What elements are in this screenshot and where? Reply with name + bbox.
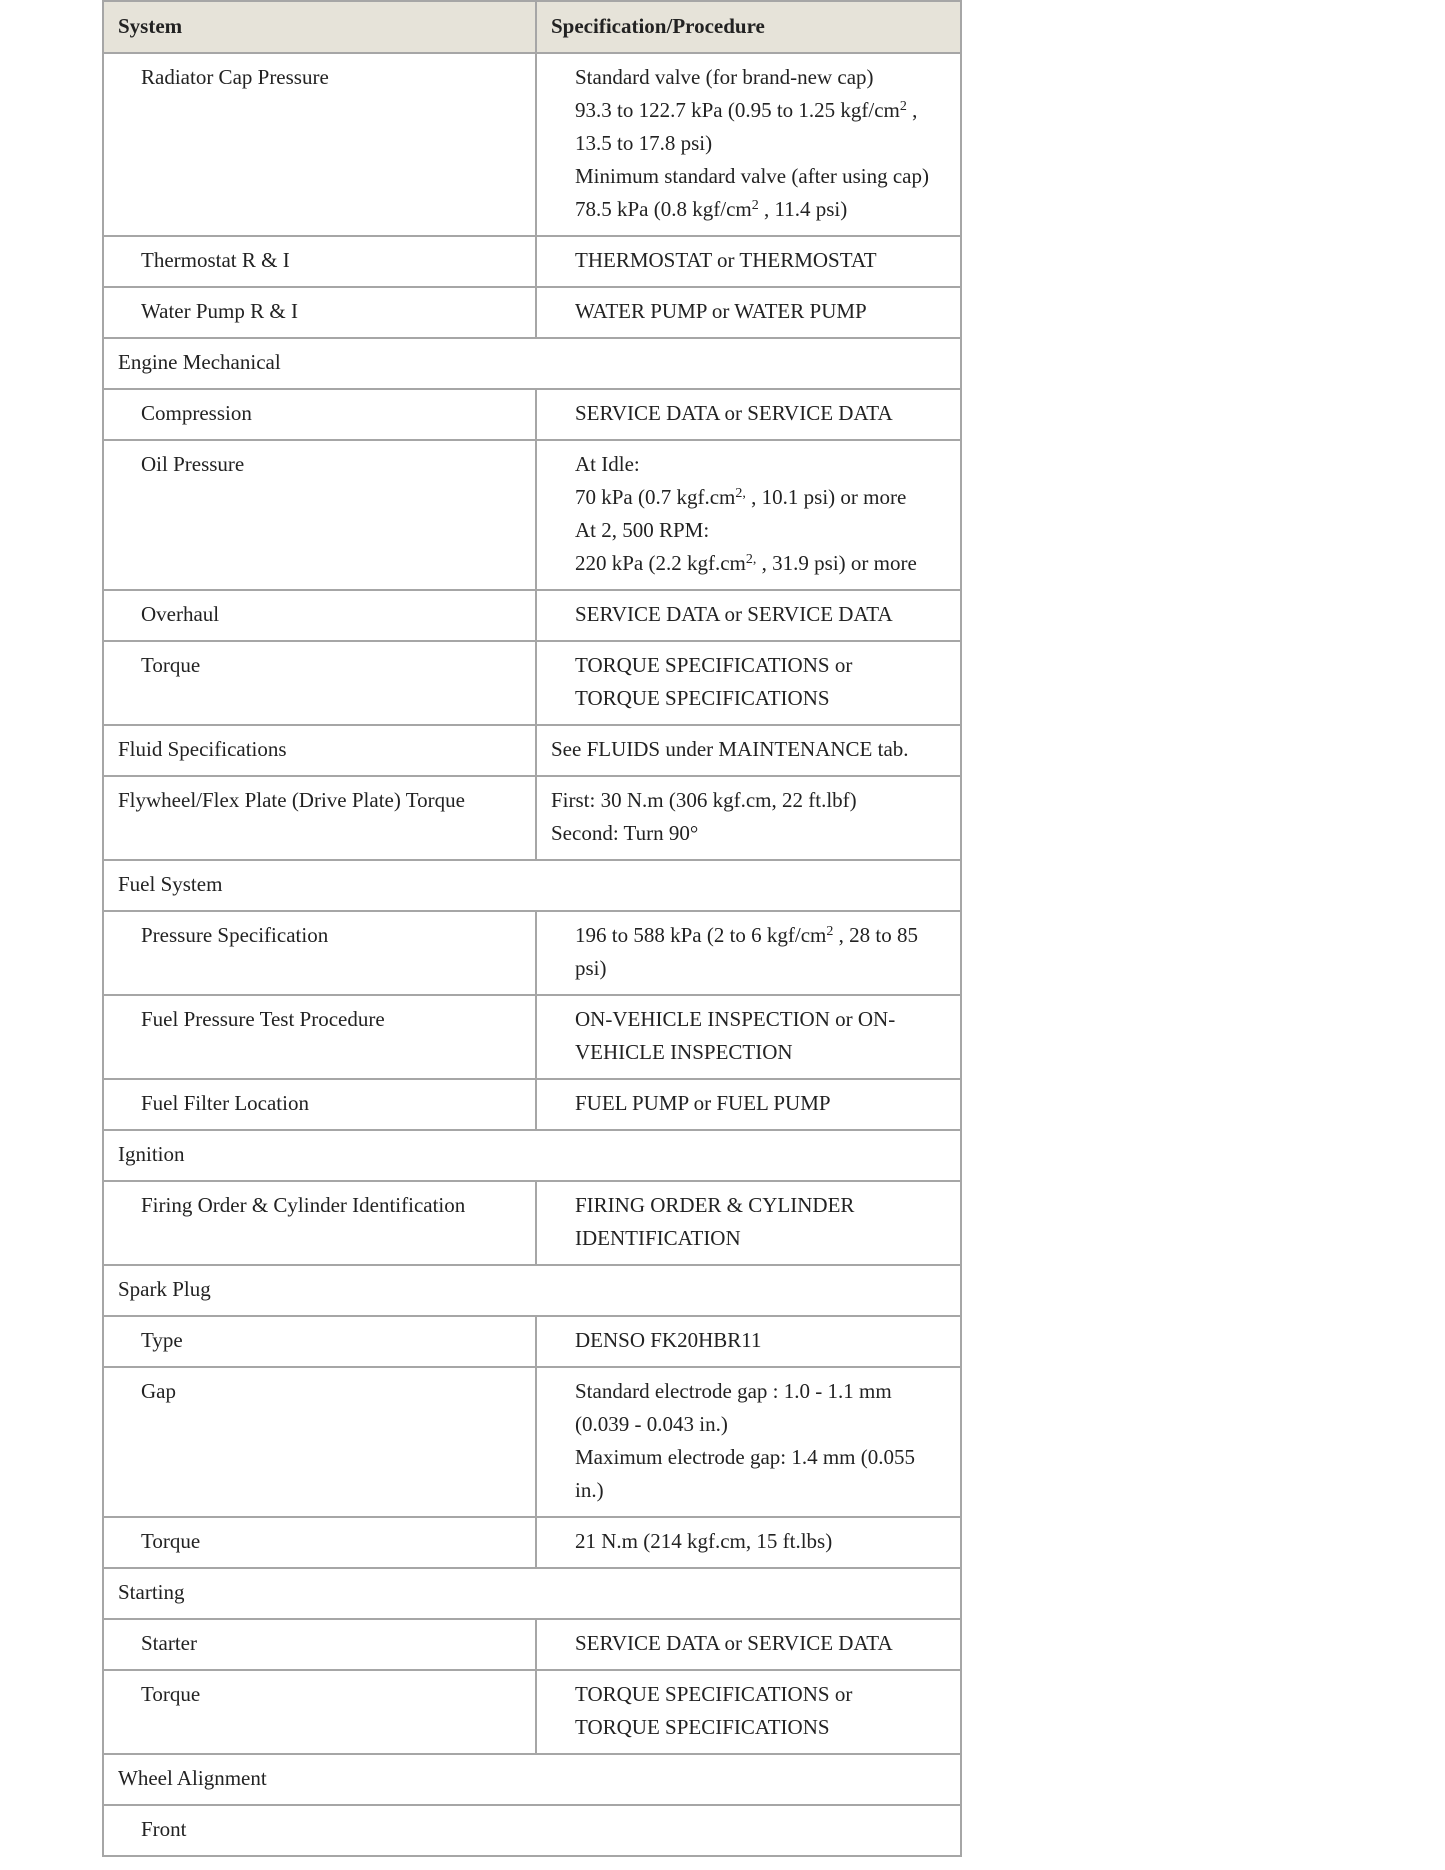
superscript-text: 2 [899,99,907,114]
specification-text: Minimum standard valve (after using cap) [575,164,929,188]
specification-cell [536,389,961,440]
table-row [103,776,961,860]
section-title: Starting [103,1568,961,1619]
specification-text: TORQUE SPECIFICATIONS or [575,1682,853,1706]
section-title: Wheel Alignment [103,1754,961,1805]
specification-cell [536,1670,961,1754]
specification-line [575,1408,946,1441]
table-row [103,1619,961,1670]
system-cell: Flywheel/Flex Plate (Drive Plate) Torque [103,776,536,860]
specification-text: First: 30 N.m (306 kgf.cm, 22 ft.lbf) [551,788,857,812]
superscript-text: 2 [826,924,834,939]
specification-line [575,1474,946,1507]
specification-text: See FLUIDS under MAINTENANCE tab. [551,737,909,761]
specification-cell [536,725,961,776]
specification-line [575,193,946,226]
specifications-table [102,0,962,1857]
header-row [103,1,961,53]
system-cell: Compression [103,389,536,440]
system-cell: Torque [103,1670,536,1754]
specification-line [575,481,946,514]
section-row [103,1130,961,1181]
specification-line [575,1189,946,1222]
specification-text: Standard electrode gap : 1.0 - 1.1 mm [575,1379,892,1403]
specification-text: 70 kPa (0.7 kgf.cm [575,485,736,509]
section-title: Front [103,1805,961,1856]
specification-text: 220 kPa (2.2 kgf.cm [575,551,746,575]
specification-text: SERVICE DATA or SERVICE DATA [575,1631,893,1655]
specification-cell [536,1316,961,1367]
header-specification: Specification/Procedure [536,1,961,53]
specification-line [551,784,946,817]
specification-line [575,1087,946,1120]
specification-cell [536,1619,961,1670]
specification-text: DENSO FK20HBR11 [575,1328,762,1352]
specification-line [575,1003,946,1036]
system-cell: Radiator Cap Pressure [103,53,536,236]
specification-line [551,733,946,766]
specification-line [575,1036,946,1069]
specification-cell [536,641,961,725]
table-row [103,1670,961,1754]
specification-line [575,598,946,631]
table-row [103,287,961,338]
specification-line [575,94,946,127]
table-row [103,236,961,287]
specification-text: 13.5 to 17.8 psi) [575,131,713,155]
specification-text: , 10.1 psi) or more [745,485,907,509]
section-row [103,1568,961,1619]
table-body [103,53,961,1856]
specification-text: Maximum electrode gap: 1.4 mm (0.055 [575,1445,916,1469]
specification-text: in.) [575,1478,604,1502]
specification-text: VEHICLE INSPECTION [575,1040,793,1064]
table-row [103,641,961,725]
specification-text: TORQUE SPECIFICATIONS [575,686,830,710]
system-cell: Pressure Specification [103,911,536,995]
specification-line [575,547,946,580]
table-row [103,1517,961,1568]
specification-line [575,649,946,682]
table-row [103,995,961,1079]
specification-line [575,1678,946,1711]
specification-text: Standard valve (for brand-new cap) [575,65,874,89]
specification-line [575,61,946,94]
specification-text: , 28 to 85 [833,923,918,947]
specification-line [575,514,946,547]
specification-text: FIRING ORDER & CYLINDER [575,1193,855,1217]
specification-line [575,397,946,430]
system-cell: Overhaul [103,590,536,641]
table-header [103,1,961,53]
specification-line [575,448,946,481]
system-cell: Type [103,1316,536,1367]
specification-line [575,127,946,160]
table-row [103,389,961,440]
specification-text: ON-VEHICLE INSPECTION or ON- [575,1007,896,1031]
system-cell: Fuel Filter Location [103,1079,536,1130]
specification-line [575,1525,946,1558]
section-row [103,860,961,911]
specification-line [575,1375,946,1408]
specification-cell [536,995,961,1079]
specification-text: , [906,98,918,122]
section-title: Engine Mechanical [103,338,961,389]
specification-cell [536,776,961,860]
specification-line [575,1324,946,1357]
section-title: Ignition [103,1130,961,1181]
table-row [103,1181,961,1265]
system-cell: Firing Order & Cylinder Identification [103,1181,536,1265]
system-cell: Fuel Pressure Test Procedure [103,995,536,1079]
table-row [103,440,961,590]
specification-line [575,244,946,277]
specification-line [575,160,946,193]
section-row [103,1265,961,1316]
specification-cell [536,1517,961,1568]
section-row [103,1805,961,1856]
specification-text: 93.3 to 122.7 kPa (0.95 to 1.25 kgf/cm [575,98,900,122]
superscript-text: 2 [751,198,759,213]
specification-line [575,295,946,328]
specification-text: At Idle: [575,452,640,476]
system-cell: Gap [103,1367,536,1517]
specification-line [575,1441,946,1474]
specification-cell [536,287,961,338]
specification-line [575,919,946,952]
specification-line [551,817,946,850]
specification-text: At 2, 500 RPM: [575,518,710,542]
specification-text: , 31.9 psi) or more [756,551,917,575]
superscript-text: 2, [745,552,757,567]
system-cell: Water Pump R & I [103,287,536,338]
header-system: System [103,1,536,53]
table-row [103,1079,961,1130]
specification-text: SERVICE DATA or SERVICE DATA [575,602,893,626]
section-title: Fuel System [103,860,961,911]
specification-line [575,1627,946,1660]
specification-cell [536,590,961,641]
specification-text: THERMOSTAT or THERMOSTAT [575,248,877,272]
section-row [103,1754,961,1805]
specification-cell [536,1181,961,1265]
specification-text: SERVICE DATA or SERVICE DATA [575,401,893,425]
specification-text: FUEL PUMP or FUEL PUMP [575,1091,831,1115]
specification-text: 21 N.m (214 kgf.cm, 15 ft.lbs) [575,1529,833,1553]
specification-cell [536,1079,961,1130]
specification-text: , 11.4 psi) [758,197,848,221]
section-row [103,338,961,389]
specification-line [575,682,946,715]
superscript-text: 2, [735,486,746,501]
specification-cell [536,911,961,995]
table-row [103,1316,961,1367]
system-cell: Oil Pressure [103,440,536,590]
system-cell: Torque [103,1517,536,1568]
system-cell: Starter [103,1619,536,1670]
specification-cell [536,53,961,236]
system-cell: Torque [103,641,536,725]
specification-line [575,1222,946,1255]
specification-text: (0.039 - 0.043 in.) [575,1412,728,1436]
specification-text: 78.5 kPa (0.8 kgf/cm [575,197,752,221]
specification-text: Second: Turn 90° [551,821,699,845]
table-row [103,725,961,776]
specification-cell [536,1367,961,1517]
specification-cell [536,440,961,590]
specification-text: TORQUE SPECIFICATIONS [575,1715,830,1739]
system-cell: Fluid Specifications [103,725,536,776]
specification-text: TORQUE SPECIFICATIONS or [575,653,853,677]
specification-cell [536,236,961,287]
table-row [103,911,961,995]
table-row [103,590,961,641]
section-title: Spark Plug [103,1265,961,1316]
specification-text: psi) [575,956,607,980]
specification-line [575,952,946,985]
specification-line [575,1711,946,1744]
table-row [103,53,961,236]
specification-text: WATER PUMP or WATER PUMP [575,299,867,323]
specification-text: IDENTIFICATION [575,1226,741,1250]
table-row [103,1367,961,1517]
specification-text: 196 to 588 kPa (2 to 6 kgf/cm [575,923,827,947]
system-cell: Thermostat R & I [103,236,536,287]
